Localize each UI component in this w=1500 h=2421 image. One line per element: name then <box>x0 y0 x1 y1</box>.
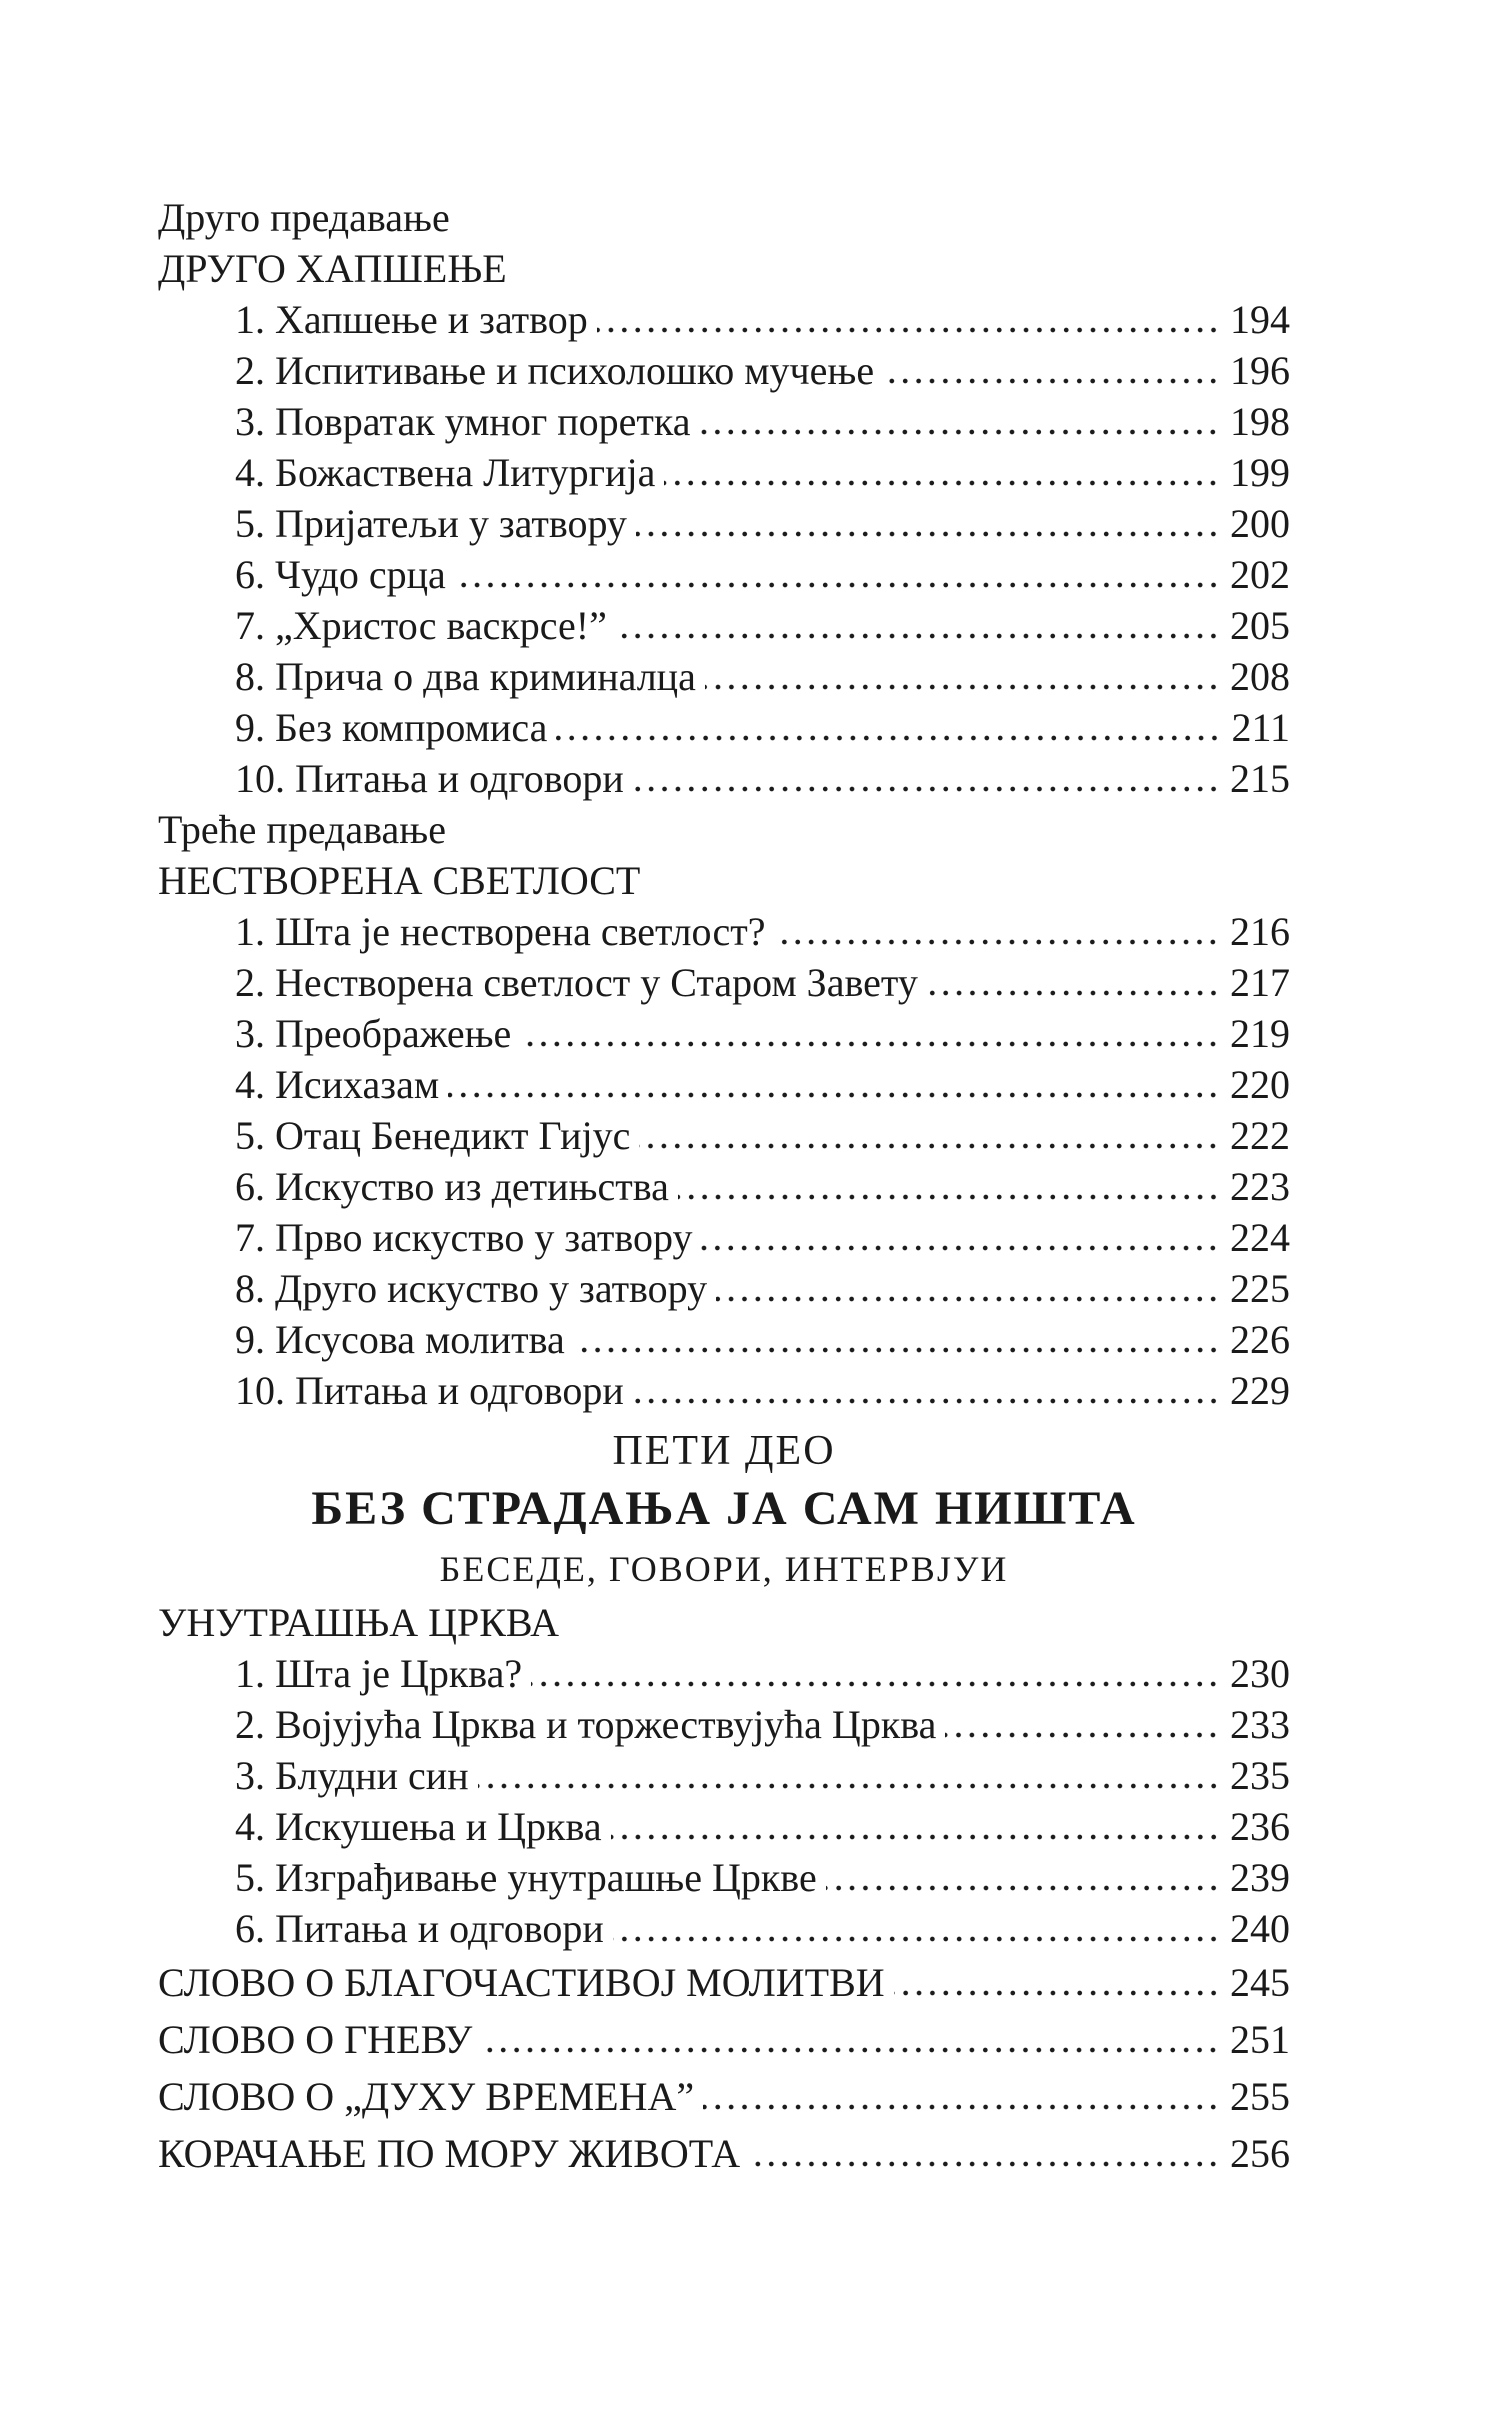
page-number: 233 <box>1230 1702 1290 1747</box>
page-number: 224 <box>1230 1215 1290 1260</box>
page-number: 215 <box>1230 756 1290 801</box>
page-number: 202 <box>1230 552 1290 597</box>
entry-title: 9. Исусова молитва <box>235 1317 565 1362</box>
toc-caps-entry <box>158 2068 1290 2125</box>
toc-entry <box>158 651 1290 702</box>
dot-leader <box>633 1398 1220 1404</box>
page-number: 200 <box>1230 501 1290 546</box>
toc-entry <box>158 1852 1290 1903</box>
page-number: 239 <box>1230 1855 1290 1900</box>
dot-leader <box>716 1296 1220 1302</box>
entry-title: 7. Прво искуство у затвору <box>235 1215 693 1260</box>
toc-entry <box>158 1008 1290 1059</box>
toc-entry <box>158 1059 1290 1110</box>
entry-title: 1. Хапшење и затвор <box>235 297 588 342</box>
page-number: 196 <box>1230 348 1290 393</box>
toc-entry <box>158 549 1290 600</box>
dot-leader <box>613 1936 1220 1942</box>
entry-title: 6. Чудо срца <box>235 552 446 597</box>
toc-entry <box>158 1801 1290 1852</box>
page-number: 194 <box>1230 297 1290 342</box>
dot-leader <box>481 2047 1220 2053</box>
dot-leader <box>448 1092 1220 1098</box>
page-number: 230 <box>1230 1651 1290 1696</box>
toc-entry <box>158 345 1290 396</box>
entry-title: 5. Отац Бенедикт Гијус <box>235 1113 631 1158</box>
toc-caps-entry <box>158 2125 1290 2182</box>
page-number: 199 <box>1230 450 1290 495</box>
page-number: 225 <box>1230 1266 1290 1311</box>
dot-leader <box>749 2161 1220 2167</box>
page-number: 222 <box>1230 1113 1290 1158</box>
entry-title: 8. Прича о два криминалца <box>235 654 696 699</box>
dot-leader <box>478 1783 1220 1789</box>
dot-leader <box>678 1194 1220 1200</box>
toc-entry <box>158 1365 1290 1416</box>
toc-entry <box>158 294 1290 345</box>
entry-title: 3. Повратак умног поретка <box>235 399 691 444</box>
dot-leader <box>945 1732 1220 1738</box>
section-heading: ДРУГО ХАПШЕЊЕ <box>158 246 507 291</box>
entry-title: 10. Питања и одговори <box>235 1368 624 1413</box>
toc-entry <box>158 1648 1290 1699</box>
page-number: 235 <box>1230 1753 1290 1798</box>
toc-entry <box>158 600 1290 651</box>
page-number: 208 <box>1230 654 1290 699</box>
entry-title: СЛОВО О ГНЕВУ <box>158 2017 473 2062</box>
dot-leader <box>826 1885 1220 1891</box>
toc-entry <box>158 498 1290 549</box>
entry-title: 2. Испитивање и психолошко мучење <box>235 348 875 393</box>
entry-title: 4. Исихазам <box>235 1062 440 1107</box>
toc-entry <box>158 753 1290 804</box>
part-subtitle: БЕСЕДЕ, ГОВОРИ, ИНТЕРВЈУИ <box>439 1549 1009 1589</box>
page-number: 245 <box>1230 1960 1290 2005</box>
toc-entry <box>158 396 1290 447</box>
toc-entry <box>158 1110 1290 1161</box>
section-subheading: Друго предавање <box>158 195 450 240</box>
entry-title: 5. Пријатељи у затвору <box>235 501 627 546</box>
dot-leader <box>894 1990 1220 1996</box>
entry-title: 2. Војујућа Црква и торжествујућа Црква <box>235 1702 937 1747</box>
page-number: 219 <box>1230 1011 1290 1056</box>
dot-leader <box>633 786 1220 792</box>
toc-entry <box>158 447 1290 498</box>
section-subheading: Треће предавање <box>158 807 446 852</box>
part-title: БЕЗ СТРАДАЊА ЈА САМ НИШТА <box>311 1482 1137 1535</box>
page-number: 216 <box>1230 909 1290 954</box>
page-number: 255 <box>1230 2074 1290 2119</box>
toc-entry <box>158 702 1290 753</box>
dot-leader <box>883 378 1220 384</box>
toc-entry <box>158 906 1290 957</box>
toc-entry <box>158 1750 1290 1801</box>
entry-title: 9. Без компромиса <box>235 705 548 750</box>
entry-title: 7. „Христос васкрсе!” <box>235 603 607 648</box>
page-number: 236 <box>1230 1804 1290 1849</box>
entry-title: 6. Искуство из детињства <box>235 1164 669 1209</box>
page-number: 240 <box>1230 1906 1290 1951</box>
toc-content <box>158 192 1290 2182</box>
section-heading: УНУТРАШЊА ЦРКВА <box>158 1600 559 1645</box>
dot-leader <box>556 735 1221 741</box>
dot-leader <box>774 939 1220 945</box>
entry-title: 2. Нестворена светлост у Старом Завету <box>235 960 918 1005</box>
toc-entry <box>158 1903 1290 1954</box>
entry-title: 6. Питања и одговори <box>235 1906 604 1951</box>
page-number: 223 <box>1230 1164 1290 1209</box>
toc-entry <box>158 1212 1290 1263</box>
toc-entry <box>158 1161 1290 1212</box>
dot-leader <box>597 327 1220 333</box>
page-number: 226 <box>1230 1317 1290 1362</box>
entry-title: СЛОВО О „ДУХУ ВРЕМЕНА” <box>158 2074 695 2119</box>
dot-leader <box>705 684 1220 690</box>
entry-title: 1. Шта је Црква? <box>235 1651 523 1696</box>
entry-title: 8. Друго искуство у затвору <box>235 1266 708 1311</box>
entry-title: 4. Божаствена Литургија <box>235 450 656 495</box>
dot-leader <box>616 633 1220 639</box>
page-number: 220 <box>1230 1062 1290 1107</box>
dot-leader <box>636 531 1220 537</box>
dot-leader <box>531 1681 1220 1687</box>
page-number: 205 <box>1230 603 1290 648</box>
page-number: 251 <box>1230 2017 1290 2062</box>
dot-leader <box>701 1245 1220 1251</box>
dot-leader <box>664 480 1220 486</box>
section-heading: НЕСТВОРЕНА СВЕТЛОСТ <box>158 858 641 903</box>
toc-caps-entry <box>158 2011 1290 2068</box>
dot-leader <box>611 1834 1220 1840</box>
entry-title: КОРАЧАЊЕ ПО МОРУ ЖИВОТА <box>158 2131 741 2176</box>
dot-leader <box>699 429 1220 435</box>
entry-title: 3. Блудни син <box>235 1753 469 1798</box>
dot-leader <box>927 990 1220 996</box>
entry-title: 10. Питања и одговори <box>235 756 624 801</box>
dot-leader <box>520 1041 1220 1047</box>
toc-entry <box>158 1314 1290 1365</box>
page-number: 198 <box>1230 399 1290 444</box>
toc-entry <box>158 957 1290 1008</box>
page-number: 211 <box>1231 705 1290 750</box>
page-number: 229 <box>1230 1368 1290 1413</box>
entry-title: СЛОВО О БЛАГОЧАСТИВОЈ МОЛИТВИ <box>158 1960 885 2005</box>
entry-title: 5. Изграђивање унутрашње Цркве <box>235 1855 817 1900</box>
toc-caps-entry <box>158 1954 1290 2011</box>
toc-entry <box>158 1263 1290 1314</box>
dot-leader <box>574 1347 1220 1353</box>
entry-title: 3. Преображење <box>235 1011 512 1056</box>
dot-leader <box>703 2104 1220 2110</box>
dot-leader <box>455 582 1220 588</box>
dot-leader <box>639 1143 1220 1149</box>
entry-title: 1. Шта је нестворена светлост? <box>235 909 766 954</box>
page-number: 256 <box>1230 2131 1290 2176</box>
page-number: 217 <box>1230 960 1290 1005</box>
part-label: ПЕТИ ДЕО <box>612 1428 836 1474</box>
toc-entry <box>158 1699 1290 1750</box>
entry-title: 4. Искушења и Црква <box>235 1804 602 1849</box>
